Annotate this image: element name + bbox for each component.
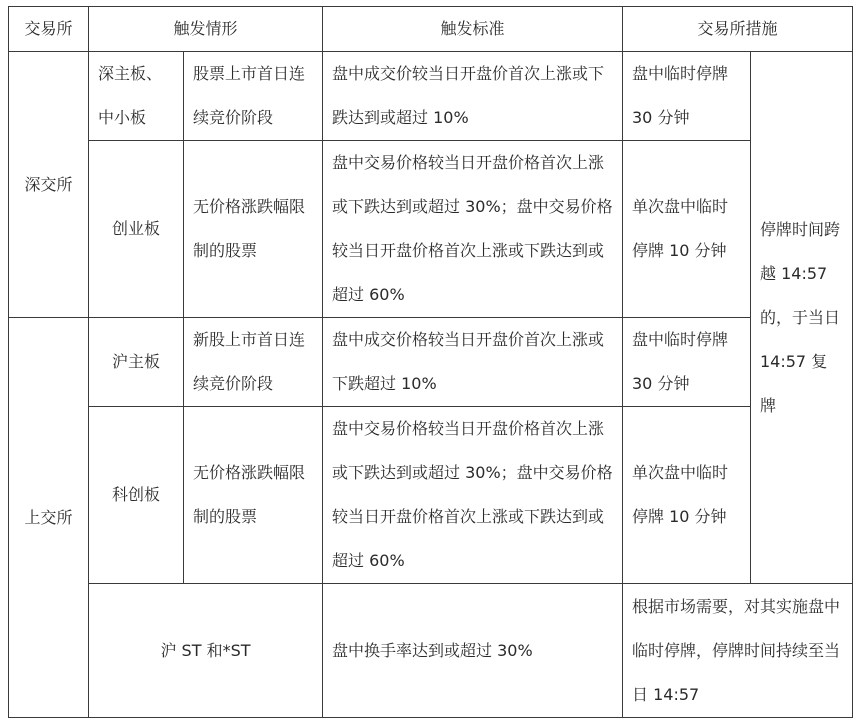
table-row [9, 318, 853, 407]
measure: 单次盘中临时停牌 10 分钟 [623, 141, 751, 318]
table-row [9, 407, 853, 584]
table-row [9, 52, 853, 141]
board: 深主板、中小板 [89, 52, 184, 141]
situation: 新股上市首日连续竞价阶段 [184, 318, 323, 407]
situation: 无价格涨跌幅限制的股票 [184, 141, 323, 318]
header-measure: 交易所措施 [623, 7, 853, 52]
header-exchange: 交易所 [9, 7, 89, 52]
measure: 单次盘中临时停牌 10 分钟 [623, 407, 751, 584]
situation-st: 沪 ST 和*ST [89, 584, 323, 718]
circuit-breaker-table [8, 6, 853, 718]
situation: 股票上市首日连续竞价阶段 [184, 52, 323, 141]
measure: 盘中临时停牌 30 分钟 [623, 318, 751, 407]
header-row [9, 7, 853, 52]
criteria: 盘中成交价较当日开盘价首次上涨或下跌达到或超过 10% [323, 52, 623, 141]
header-situation: 触发情形 [89, 7, 323, 52]
criteria: 盘中交易价格较当日开盘价格首次上涨或下跌达到或超过 30%；盘中交易价格较当日开盘价格首次上涨或下跌达到或超过 60% [323, 407, 623, 584]
exchange-szse: 深交所 [9, 52, 89, 318]
criteria: 盘中成交价格较当日开盘价首次上涨或下跌超过 10% [323, 318, 623, 407]
situation: 无价格涨跌幅限制的股票 [184, 407, 323, 584]
criteria-st: 盘中换手率达到或超过 30% [323, 584, 623, 718]
exchange-sse: 上交所 [9, 318, 89, 718]
criteria: 盘中交易价格较当日开盘价格首次上涨或下跌达到或超过 30%；盘中交易价格较当日开盘价格首次上涨或下跌达到或超过 60% [323, 141, 623, 318]
common-measure: 停牌时间跨越 14:57 的，于当日 14:57 复牌 [751, 52, 853, 584]
board: 沪主板 [89, 318, 184, 407]
table-row [9, 584, 853, 718]
measure: 盘中临时停牌 30 分钟 [623, 52, 751, 141]
measure-st: 根据市场需要，对其实施盘中临时停牌，停牌时间持续至当日 14:57 [623, 584, 853, 718]
board: 创业板 [89, 141, 184, 318]
header-criteria: 触发标准 [323, 7, 623, 52]
table-row [9, 141, 853, 318]
board: 科创板 [89, 407, 184, 584]
